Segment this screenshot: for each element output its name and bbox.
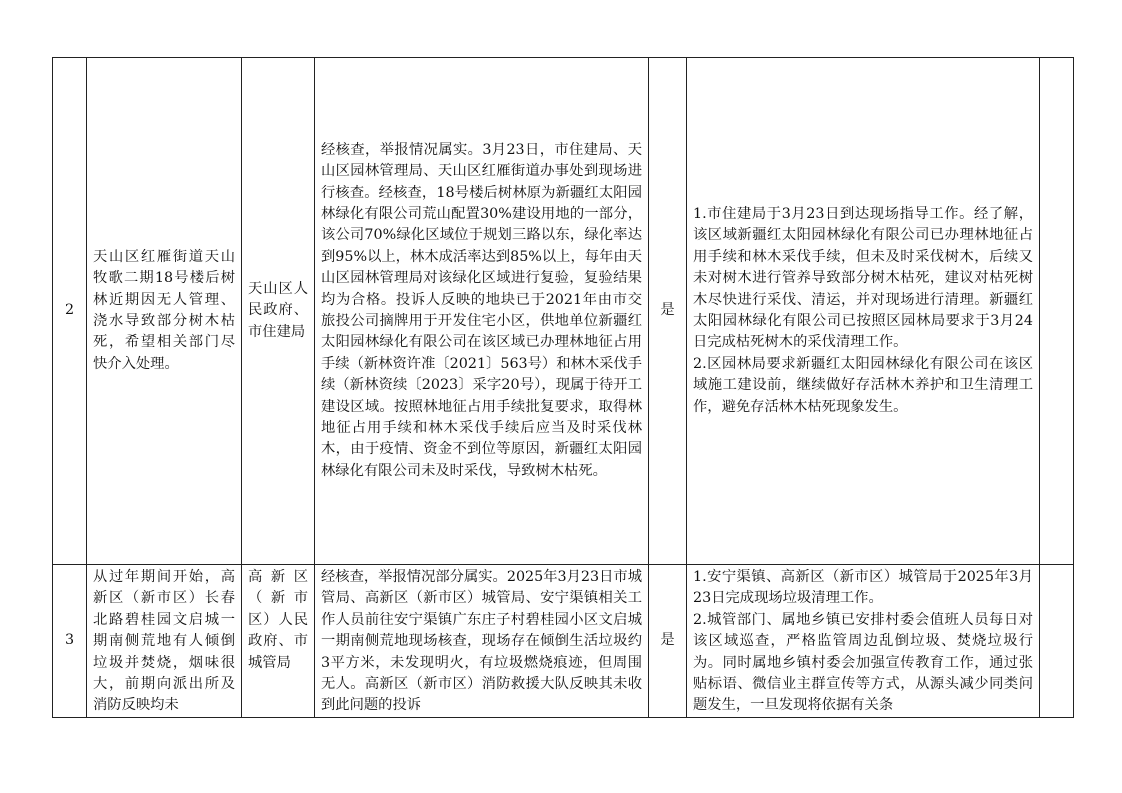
handling-actions [687,58,1040,565]
report-table [52,57,1074,718]
row-number: 2 [53,58,87,565]
verified-flag: 是 [649,58,687,565]
remarks-cell [1040,58,1074,565]
action-item: 1.安宁渠镇、高新区（新市区）城管局于2025年3月23日完成现场垃圾清理工作。 [693,569,1033,607]
complaint-content: 从过年期间开始，高新区（新市区）长春北路碧桂园文启城一期南侧荒地有人倾倒垃圾并焚烧，烟味很大，前期向派出所及消防反映均未 [87,565,242,718]
responsible-unit: 天山区人民政府、市住建局 [242,58,315,565]
investigation-finding: 经核查，举报情况属实。3月23日，市住建局、天山区园林管理局、天山区红雁街道办事处到现场进行核查。经核查，18号楼后树林原为新疆红太阳园林绿化有限公司荒山配置30%建设用地的一部分，该公司70%绿化区域位于规划三路以东，绿化率达到95%以上，林木成活率达到85%以上，每年由天山区园林管理局对该绿化区域进行复验，复验结果均为合格。投诉人反映的地块已于2021年由市交旅投公司摘牌用于开发住宅小区，供地单位新疆红太阳园林绿化有限公司在该区域已办理林地征占用手续（新林资许准〔2021〕563号）和林木采伐手续（新林资续〔2023〕采字20号），现属于待开工建设区域。按照林地征占用手续批复要求，取得林地征占用手续和林木采伐手续后应当及时采伐林木，由于疫情、资金不到位等原因，新疆红太阳园林绿化有限公司未及时采伐，导致树木枯死。 [315,58,649,565]
responsible-unit: 高新区（新市区）人民政府、市城管局 [242,565,315,718]
verified-flag: 是 [649,565,687,718]
action-item: 2.城管部门、属地乡镇已安排村委会值班人员每日对该区域巡查，严格监管周边乱倒垃圾、焚烧垃圾行为。同时属地乡镇村委会加强宣传教育工作，通过张贴标语、微信业主群宣传等方式，从源头减少同类问题发生，一旦发现将依据有关条 [693,611,1033,714]
remarks-cell [1040,565,1074,718]
row-number: 3 [53,565,87,718]
investigation-finding: 经核查，举报情况部分属实。2025年3月23日市城管局、高新区（新市区）城管局、安宁渠镇相关工作人员前往安宁渠镇广东庄子村碧桂园小区文启城一期南侧荒地现场核查，现场存在倾倒生活垃圾约3平方米，未发现明火，有垃圾燃烧痕迹，但周围无人。高新区（新市区）消防救援大队反映其未收到此问题的投诉 [315,565,649,718]
action-item: 1.市住建局于3月23日到达现场指导工作。经了解，该区域新疆红太阳园林绿化有限公司已办理林地征占用手续和林木采伐手续，但未及时采伐树木，后续又未对树木进行管养导致部分树木枯死，建议对枯死树木尽快进行采伐、清运，并对现场进行清理。新疆红太阳园林绿化有限公司已按照区园林局要求于3月24日完成枯死树木的采伐清理工作。 [693,205,1033,351]
handling-actions [687,565,1040,718]
table-row [53,58,1074,565]
table-row [53,565,1074,718]
action-item: 2.区园林局要求新疆红太阳园林绿化有限公司在该区域施工建设前，继续做好存活林木养护和卫生清理工作，避免存活林木枯死现象发生。 [693,355,1033,415]
complaint-content: 天山区红雁街道天山牧歌二期18号楼后树林近期因无人管理、浇水导致部分树木枯死，希望相关部门尽快介入处理。 [87,58,242,565]
